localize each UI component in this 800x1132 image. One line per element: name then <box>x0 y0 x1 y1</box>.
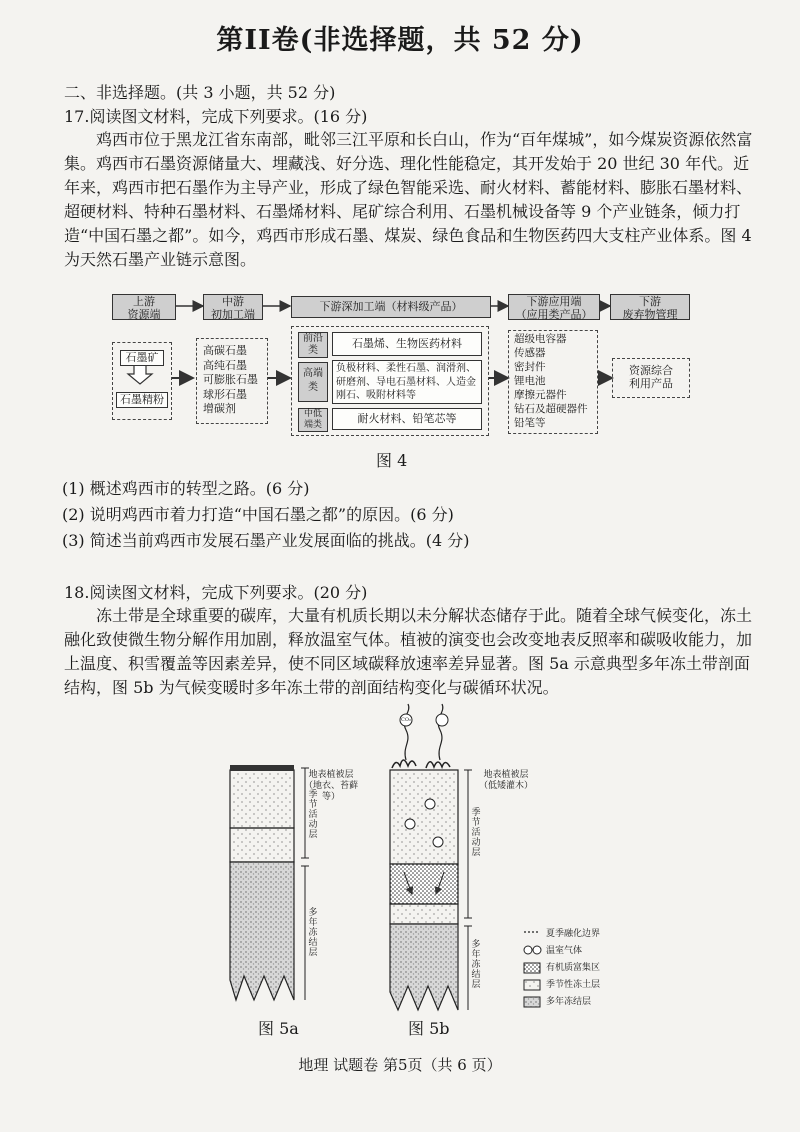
legend-summer-thaw-boundary: 夏季融化边界 <box>546 929 601 939</box>
high-products-label: 负极材料、柔性石墨、润滑剂、研磨剂、导电石墨材料、人造金刚石、吸附材料等 <box>336 363 476 401</box>
downstream-waste-label: 下游 废弃物管理 <box>622 295 678 321</box>
frontier-products-label: 石墨烯、生物医药材料 <box>352 337 462 350</box>
mid-product: 增碳剂 <box>203 402 236 415</box>
fig5a-perma-label: 多年冻结层 <box>308 908 318 958</box>
question-17-sub-3: (3) 简述当前鸡西市发展石墨产业发展面临的挑战。(4 分) <box>62 531 470 550</box>
midlow-label: 中低 端类 <box>303 409 322 430</box>
mid-product: 球形石墨 <box>203 387 247 401</box>
question-18-heading: 18.阅读图文材料，完成下列要求。(20 分) <box>64 583 368 602</box>
question-17-sub-2: (2) 说明鸡西市着力打造“中国石墨之都”的原因。(6 分) <box>62 505 454 524</box>
figure-5b-caption: 图 5b <box>408 1019 450 1038</box>
app-product: 铅笔等 <box>514 417 546 429</box>
app-product: 超级电容器 <box>514 333 567 345</box>
question-17-sub-1: (1) 概述鸡西市的转型之路。(6 分) <box>62 479 310 498</box>
downstream-deep-label: 下游深加工端（材料级产品） <box>319 300 463 313</box>
figure-5a-column <box>230 765 309 1000</box>
ore-label: 石墨矿 <box>125 351 159 364</box>
fig5a-active-label: 季节活动层 <box>308 790 318 840</box>
high-label: 高端 类 <box>303 368 323 393</box>
fig5b-surface-label: 地表植被层 （低矮灌木） <box>478 770 533 791</box>
app-product: 锂电池 <box>514 375 546 387</box>
legend-greenhouse-gas: 温室气体 <box>546 946 583 956</box>
section-heading: 二、非选择题。(共 3 小题，共 52 分) <box>64 83 336 102</box>
question-17-paragraph: 鸡西市位于黑龙江省东南部，毗邻三江平原和长白山，作为“百年煤城”，如今煤炭资源依然富集。鸡西市石墨资源储量大、埋藏浅、好分选、理化性能稳定，其开发始于 20 世纪 30 年代。近年来，鸡西市把石墨作为主导产业，形成了绿色智能采选、耐火材料、蓄能材料、膨胀石墨材料、超硬材料、特种石墨材料、石墨烯材料、尾矿综合利用、石墨机械设备等 9 个产业链条，倾力打造“中国石墨之都”。如今，鸡西市形成石墨、煤炭、绿色食品和生物医药四大支柱产业体系。图 4 为天然石墨产业链示意图。 <box>64 130 753 269</box>
app-product: 钻石及超硬器件 <box>514 403 588 415</box>
recycle-label: 资源综合 利用产品 <box>629 364 673 390</box>
fig5b-perma-label: 多年冻结层 <box>471 940 481 990</box>
page-footer: 地理 试题卷 第5页（共 6 页） <box>298 1056 502 1074</box>
midstream-label: 中游 初加工端 <box>211 295 255 321</box>
legend-seasonal-frozen-layer: 季节性冻土层 <box>546 980 601 990</box>
figure-4-caption: 图 4 <box>376 451 408 470</box>
mid-product: 可膨胀石墨 <box>203 373 258 386</box>
upstream-label: 上游 资源端 <box>127 295 161 321</box>
midlow-products-label: 耐火材料、铅笔芯等 <box>357 412 457 425</box>
concentrate-label: 石墨精粉 <box>120 393 164 406</box>
mid-product: 高纯石墨 <box>203 358 247 372</box>
ghg-symbol-label: CO₂ <box>401 717 411 723</box>
legend-organic-rich-zone: 有机质富集区 <box>546 963 601 973</box>
frontier-label: 前沿 类 <box>303 333 323 356</box>
question-18-paragraph: 冻土带是全球重要的碳库，大量有机质长期以未分解状态储存于此。随着全球气候变化，冻土融化致使微生物分解作用加剧，释放温室气体。植被的演变也会改变地表反照率和碳吸收能力，加上温度、积雪覆盖等因素差异，使不同区域碳释放速率差异显著。图 5a 示意典型多年冻土带剖面结构，图 5b 为气候变暖时多年冻土带的剖面结构变化与碳循环状况。 <box>64 606 753 697</box>
figure-5a-caption: 图 5a <box>258 1019 299 1038</box>
page-title: 第II卷(非选择题，共 52 分) <box>216 25 584 56</box>
app-product: 摩擦元器件 <box>514 389 567 401</box>
app-product: 传感器 <box>514 347 546 359</box>
fig5a-surface-label: 地表植被层 （地衣、苔藓等） <box>303 770 358 802</box>
legend-permafrost-layer: 多年冻结层 <box>546 997 592 1007</box>
mid-product: 高碳石墨 <box>203 344 247 357</box>
figure-5-legend-symbols <box>524 932 541 1007</box>
figure-5b-column <box>390 704 472 1010</box>
fig5b-active-label: 季节活动层 <box>471 808 481 858</box>
figure-5-legend <box>546 926 600 1011</box>
question-17-heading: 17.阅读图文材料，完成下列要求。(16 分) <box>64 107 368 126</box>
app-product: 密封件 <box>514 361 546 373</box>
downstream-app-label: 下游应用端 （应用类产品） <box>515 295 593 321</box>
